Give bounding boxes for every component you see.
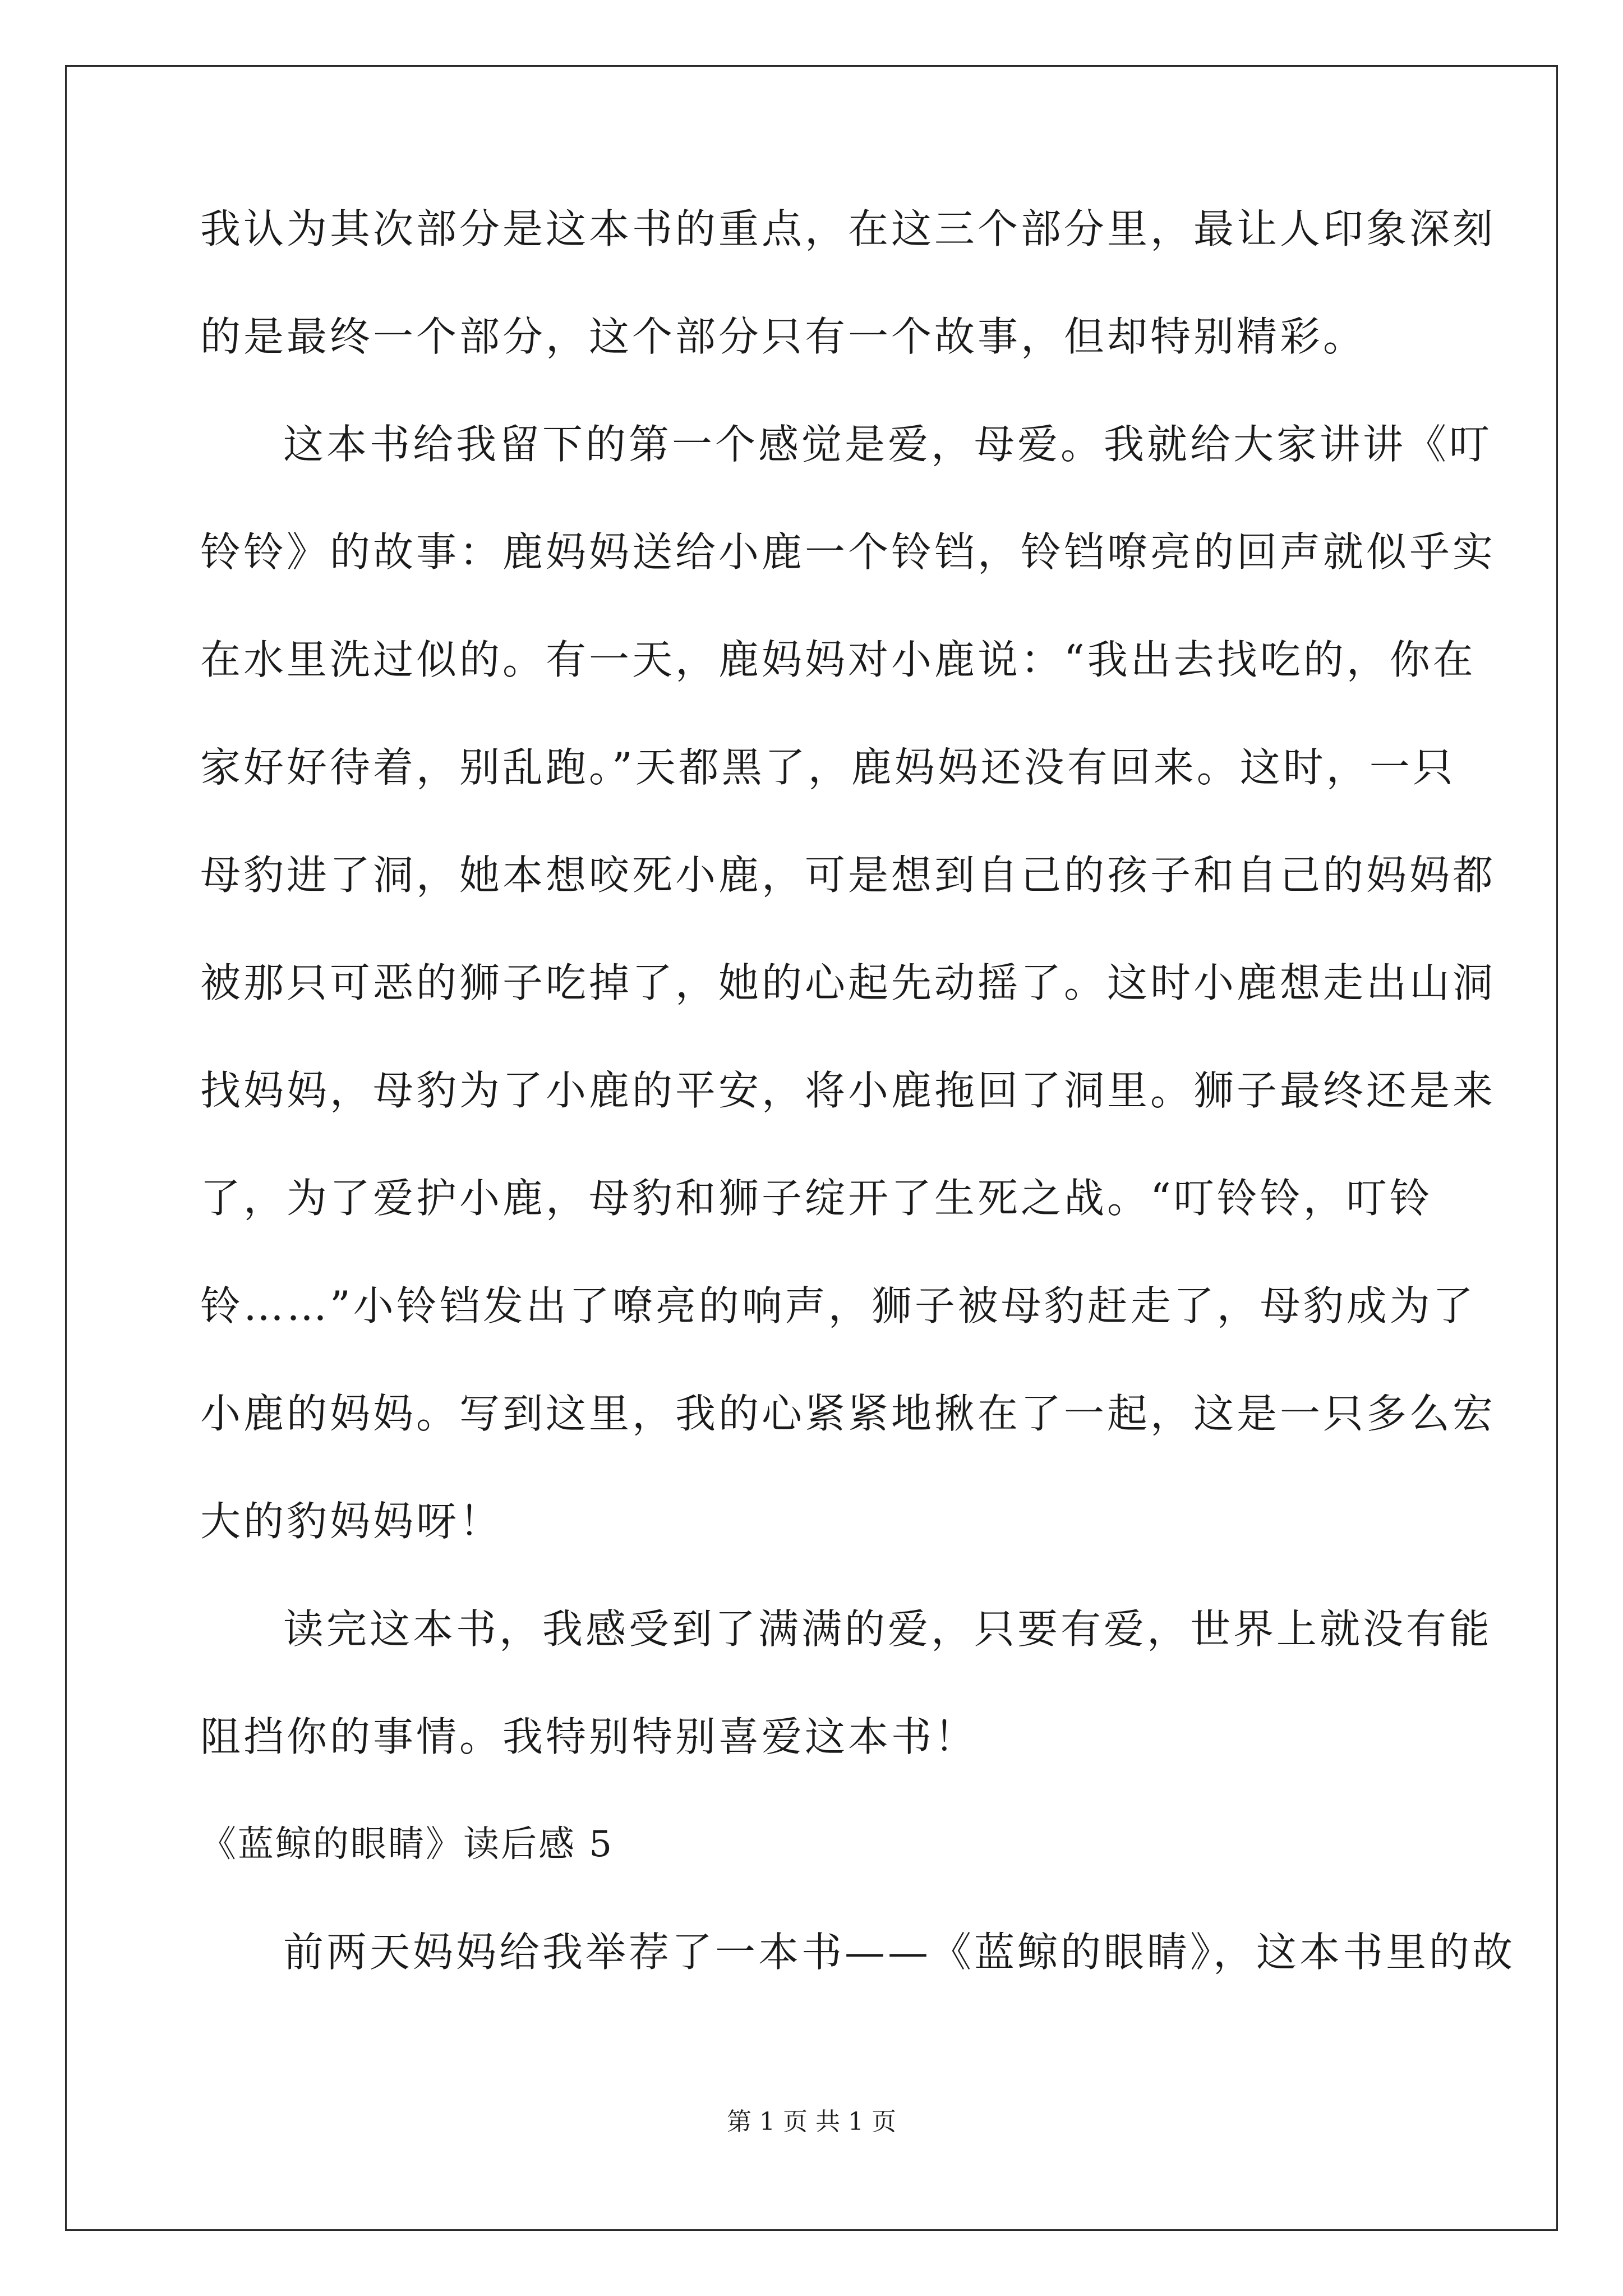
text-line: 家好好待着，别乱跑。”天都黑了，鹿妈妈还没有回来。这时，一只	[200, 744, 1456, 791]
text-line: 被那只可恶的狮子吃掉了，她的心起先动摇了。这时小鹿想走出山洞	[200, 959, 1496, 1006]
paragraph-start: 这本书给我留下的第一个感觉是爱，母爱。我就给大家讲讲《叮	[283, 421, 1493, 468]
paragraph-start: 前两天妈妈给我举荐了一本书——《蓝鲸的眼睛》，这本书里的故	[283, 1929, 1516, 1976]
paragraph-start: 读完这本书，我感受到了满满的爱，只要有爱，世界上就没有能	[283, 1605, 1493, 1653]
text-line: 母豹进了洞，她本想咬死小鹿，可是想到自己的孩子和自己的妈妈都	[200, 852, 1496, 899]
text-line: 我认为其次部分是这本书的重点，在这三个部分里，最让人印象深刻	[200, 205, 1496, 252]
text-line: 铃……”小铃铛发出了嘹亮的响声，狮子被母豹赶走了，母豹成为了	[200, 1282, 1476, 1329]
text-line: 的是最终一个部分，这个部分只有一个故事，但却特别精彩。	[200, 313, 1367, 360]
text-line: 在水里洗过似的。有一天，鹿妈妈对小鹿说：“我出去找吃的，你在	[200, 636, 1476, 683]
text-line: 阻挡你的事情。我特别特别喜爱这本书！	[200, 1713, 978, 1760]
page-footer: 第 1 页 共 1 页	[727, 2108, 896, 2136]
text-line: 小鹿的妈妈。写到这里，我的心紧紧地揪在了一起，这是一只多么宏	[200, 1390, 1496, 1437]
text-line: 找妈妈，母豹为了小鹿的平安，将小鹿拖回了洞里。狮子最终还是来	[200, 1067, 1496, 1114]
text-line: 了，为了爱护小鹿，母豹和狮子绽开了生死之战。“叮铃铃，叮铃	[200, 1175, 1433, 1222]
text-line: 铃铃》的故事：鹿妈妈送给小鹿一个铃铛，铃铛嘹亮的回声就似乎实	[200, 528, 1496, 576]
document-body	[200, 202, 1516, 2033]
text-line: 大的豹妈妈呀！	[200, 1498, 503, 1545]
section-heading: 《蓝鲸的眼睛》读后感 5	[200, 1824, 614, 1865]
